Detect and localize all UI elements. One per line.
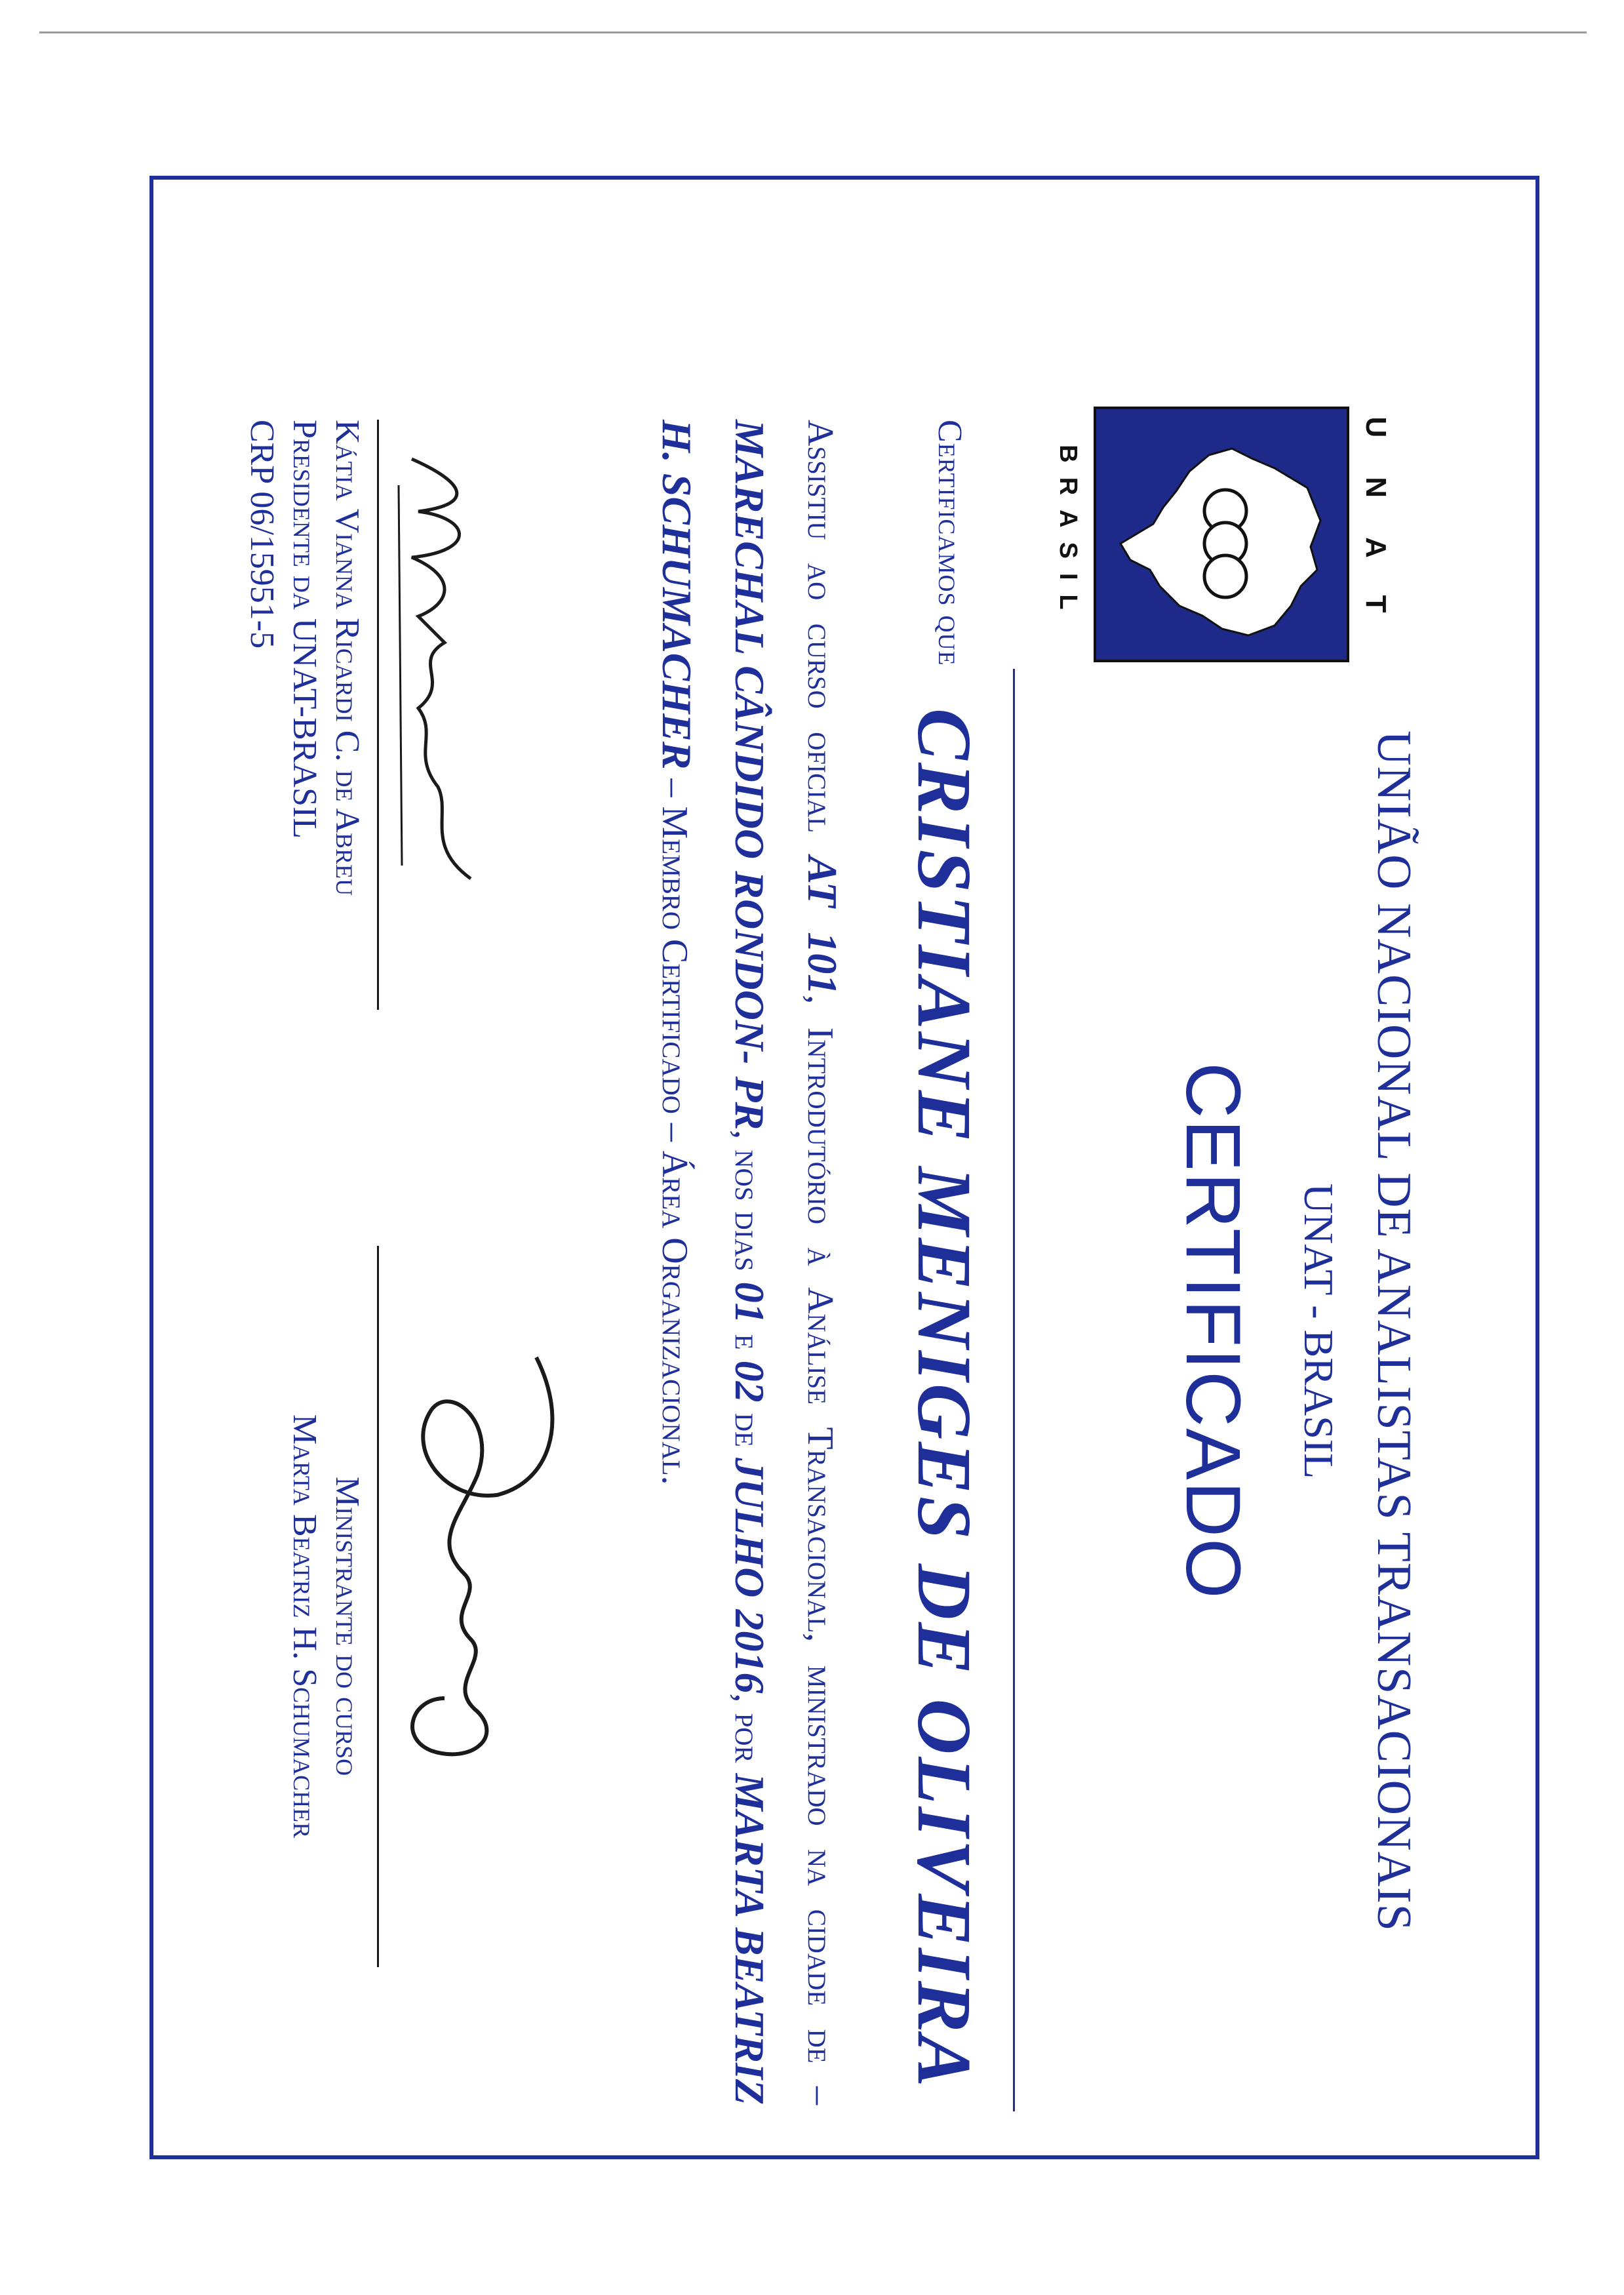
organization-name: UNIÃO NACIONAL DE ANALISTAS TRANSACIONAIS bbox=[1367, 730, 1421, 1932]
instructor-signature-line bbox=[377, 1246, 379, 1967]
logo-top-text: UNAT bbox=[1360, 416, 1392, 652]
course-day-1: 01 bbox=[726, 1281, 773, 1324]
instructor-role: Ministrante do curso bbox=[328, 1476, 366, 1776]
header-divider bbox=[1013, 669, 1015, 2111]
instructor-signature-image bbox=[379, 1331, 576, 1790]
body-text-2: , Introdutório à Análise Transacional, ministrado na cidade de – bbox=[800, 995, 841, 2105]
scan-edge-line bbox=[39, 31, 1587, 33]
president-crp: CRP 06/15951-5 bbox=[243, 420, 281, 649]
body-text-6: , por bbox=[727, 1693, 768, 1774]
instructor-name: MARTA BEATRIZ H. SCHUMACHER bbox=[654, 420, 773, 2105]
course-city: MARECHAL CÂNDIDO RONDON- PR bbox=[726, 420, 773, 1130]
unat-logo bbox=[1094, 407, 1349, 662]
course-day-2: 02 bbox=[726, 1360, 773, 1403]
president-signature-line bbox=[377, 420, 379, 1010]
president-name: Kátia Vianna Ricardi C. de Abreu bbox=[328, 420, 366, 896]
recipient-name: CRISTIANE MENIGES DE OLIVEIRA bbox=[901, 708, 987, 2090]
president-role: Presidente da UNAT-BRASIL bbox=[286, 420, 323, 839]
brazil-map-three-circles-icon bbox=[1096, 409, 1347, 660]
certificate bbox=[156, 184, 1533, 2151]
instructor-signature-name: Marta Beatriz H. Schumacher bbox=[286, 1414, 323, 1839]
body-text-4: e bbox=[727, 1323, 768, 1361]
logo-bottom-text: BRASIL bbox=[1054, 445, 1082, 624]
course-month-year: JULHO 2016 bbox=[726, 1458, 773, 1694]
certificate-body bbox=[639, 420, 858, 2105]
body-text-1: Assistiu ao curso oficial bbox=[800, 420, 841, 856]
certify-label: Certificamos que bbox=[931, 420, 968, 666]
president-signature-image bbox=[379, 446, 510, 905]
certificate-title: CERTIFICADO bbox=[1170, 1062, 1256, 1600]
body-text-5: de bbox=[727, 1402, 768, 1458]
organization-short-name: UNAT - BRASIL bbox=[1296, 1183, 1342, 1479]
body-text-7: – Membro Certificado – Área Organizacional. bbox=[654, 769, 695, 1485]
body-text-3: , nos dias bbox=[727, 1130, 768, 1282]
course-code: AT 101 bbox=[799, 856, 846, 995]
